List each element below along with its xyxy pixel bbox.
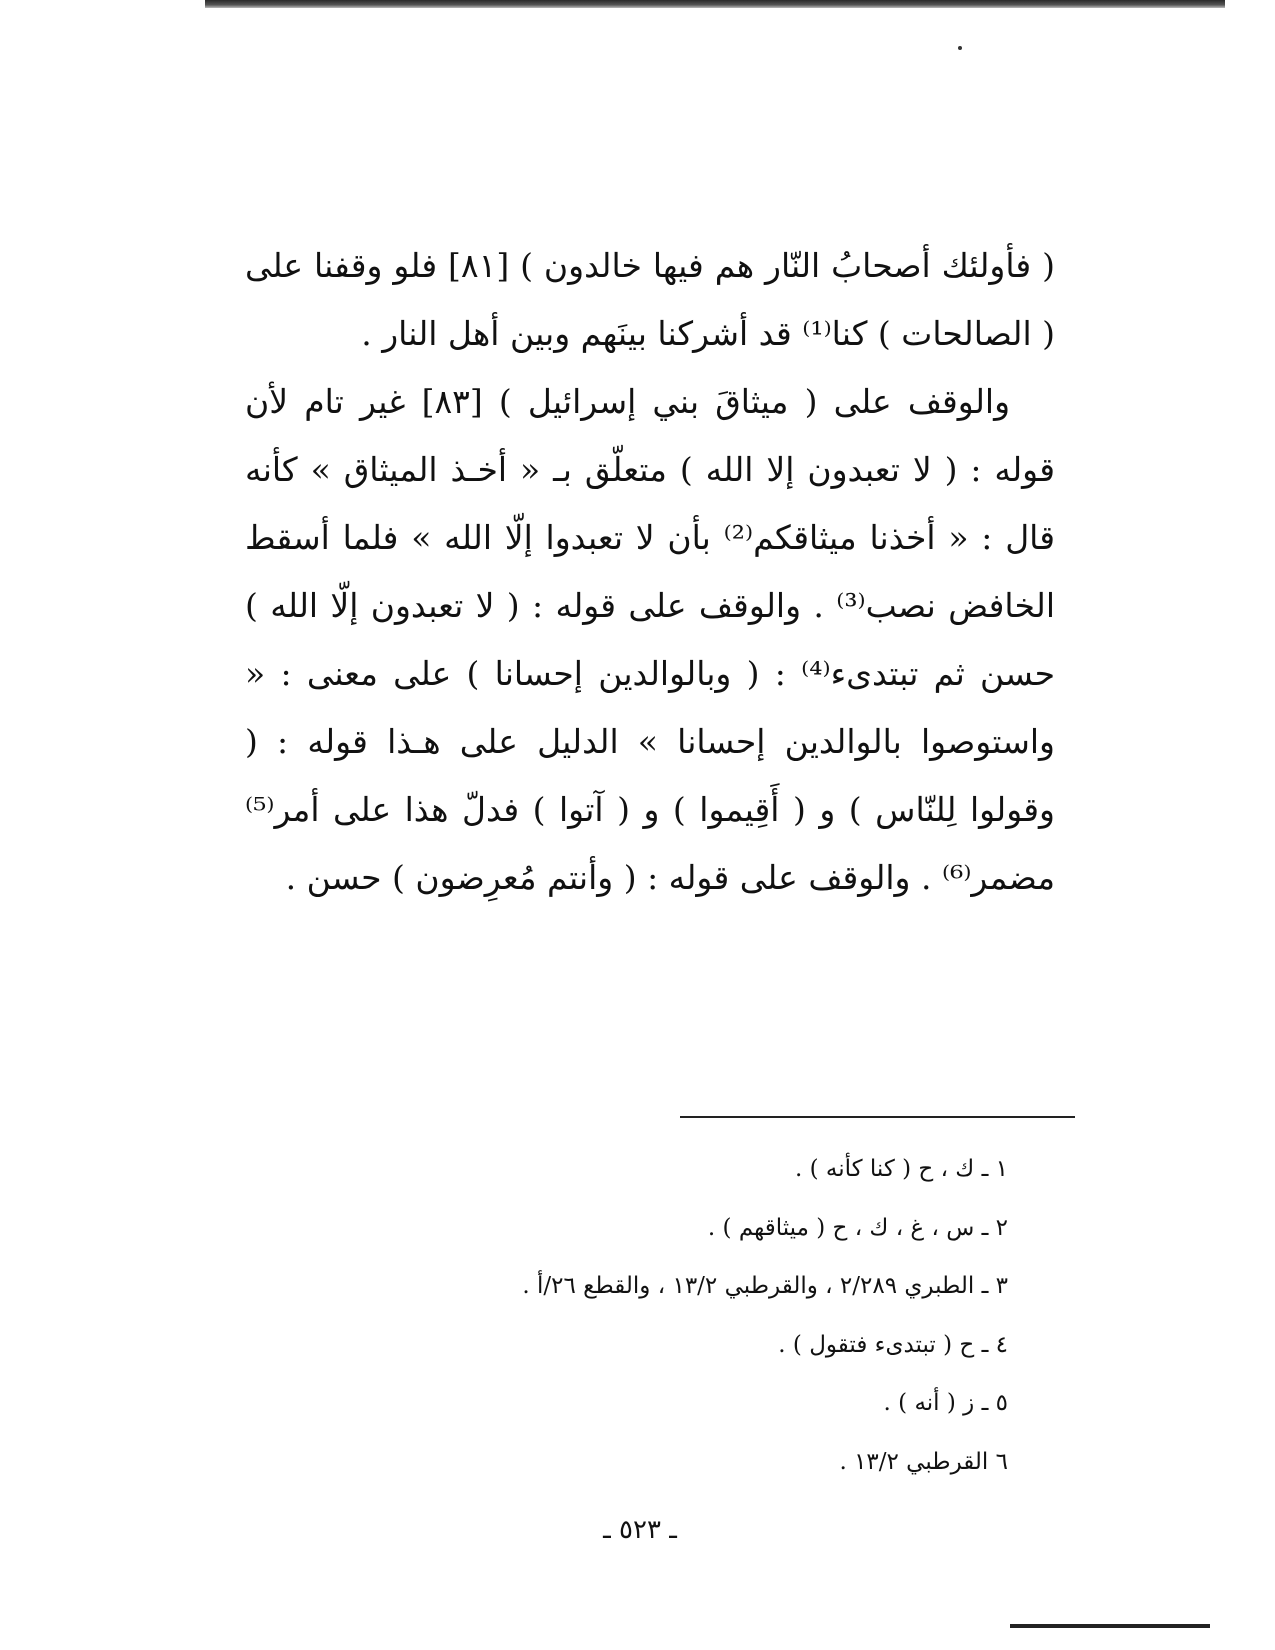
paragraph-1: ( فأولئك أصحابُ النّار هم فيها خالدون ) [٨١] فلو وقفنا على ( الصالحات ) كنا⁽¹⁾ قد أشركنا بينَهم وبين أهل النار . (245, 246, 1055, 353)
scan-top-edge (205, 0, 1225, 8)
footnotes-list (300, 1140, 1008, 1491)
page-number: ـ ٥٢٣ ـ (603, 1515, 677, 1545)
scan-bottom-edge (1010, 1624, 1210, 1628)
footnote-5: ٥ ـ ز ( أنه ) . (883, 1390, 1008, 1416)
footnote-6: ٦ القرطبي ١٣/٢ . (839, 1448, 1008, 1475)
scan-speck (958, 46, 962, 50)
footnote-divider (680, 1116, 1075, 1118)
footnote-3: ٣ ـ الطبري ٢/٢٨٩ ، والقرطبي ١٣/٢ ، والقطع ٢٦/أ . (522, 1273, 1008, 1299)
paragraph-2: والوقف على ( ميثاقَ بني إسرائيل ) [٨٣] غير تام لأن قوله : ( لا تعبدون إلا الله ) متعلّق بـ « أخـذ الميثاق » كأنه قال : « أخذنا ميثاقكم⁽²⁾ بأن لا تعبدوا إلّا الله » فلما أسقط الخافض نصب⁽³⁾ . والوقف على قوله : ( لا تعبدون إلّا الله ) حسن ثم تبتدىء⁽⁴⁾ : ( وبالوالدين إحسانا ) على معنى : « واستوصوا بالوالدين إحسانا » الدليل على هـذا قوله : ( وقولوا لِلنّاس ) و ( أَقِيموا ) و ( آتوا ) فدلّ هذا على أمر⁽⁵⁾ مضمر⁽⁶⁾ . والوقف على قوله : ( وأنتم مُعرِضون ) حسن . (245, 382, 1056, 897)
footnote-4: ٤ ـ ح ( تبتدىء فتقول ) . (778, 1331, 1008, 1358)
footnote-2: ٢ ـ س ، غ ، ك ، ح ( ميثاقهم ) . (707, 1214, 1008, 1241)
main-text (245, 232, 1055, 912)
footnote-1: ١ ـ ك ، ح ( كنا كأنه ) . (795, 1156, 1008, 1182)
